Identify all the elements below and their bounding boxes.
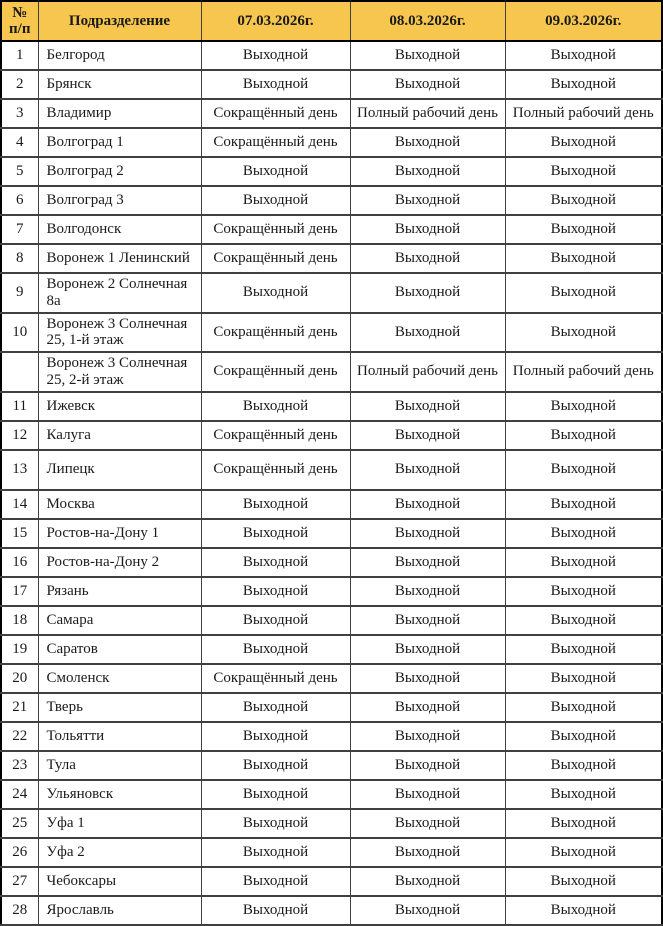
table-row [1,519,662,548]
schedule-cell-day1: Выходной [201,780,350,809]
division-name: Воронеж 1 Ленинский [38,244,201,273]
schedule-cell-day2: Выходной [350,186,505,215]
schedule-cell-day2: Выходной [350,313,505,353]
schedule-cell-day2: Выходной [350,70,505,99]
header-row [1,1,662,41]
schedule-cell-day3: Выходной [505,128,662,157]
table-row [1,664,662,693]
schedule-cell-day1: Выходной [201,519,350,548]
schedule-cell-day1: Сокращённый день [201,313,350,353]
table-row [1,722,662,751]
division-name: Белгород [38,41,201,70]
schedule-cell-day3: Выходной [505,421,662,450]
schedule-cell-day3: Выходной [505,157,662,186]
schedule-cell-day1: Выходной [201,273,350,313]
table-row [1,867,662,896]
schedule-cell-day1: Сокращённый день [201,352,350,392]
row-number: 17 [1,577,38,606]
table-row [1,421,662,450]
schedule-cell-day3: Выходной [505,664,662,693]
schedule-cell-day2: Выходной [350,693,505,722]
schedule-cell-day2: Выходной [350,722,505,751]
row-number: 19 [1,635,38,664]
schedule-cell-day3: Выходной [505,392,662,421]
table-row [1,809,662,838]
table-row [1,450,662,490]
table-row [1,186,662,215]
division-name: Ростов-на-Дону 2 [38,548,201,577]
schedule-cell-day3: Выходной [505,896,662,925]
division-name: Волгоград 3 [38,186,201,215]
schedule-cell-day3: Выходной [505,606,662,635]
schedule-cell-day2: Выходной [350,548,505,577]
schedule-cell-day3: Выходной [505,70,662,99]
row-number: 6 [1,186,38,215]
division-name: Тверь [38,693,201,722]
division-name: Тольятти [38,722,201,751]
row-number: 21 [1,693,38,722]
division-name: Ульяновск [38,780,201,809]
schedule-cell-day2: Выходной [350,838,505,867]
table-row [1,693,662,722]
schedule-cell-day3: Выходной [505,722,662,751]
schedule-cell-day1: Сокращённый день [201,215,350,244]
row-number: 28 [1,896,38,925]
row-number: 26 [1,838,38,867]
schedule-cell-day2: Выходной [350,421,505,450]
schedule-cell-day2: Выходной [350,606,505,635]
schedule-cell-day3: Выходной [505,635,662,664]
row-number: 1 [1,41,38,70]
table-row [1,896,662,925]
col-header-date-3: 09.03.2026г. [505,1,662,41]
schedule-cell-day2: Выходной [350,751,505,780]
schedule-cell-day2: Выходной [350,41,505,70]
schedule-cell-day3: Выходной [505,490,662,519]
row-number: 9 [1,273,38,313]
schedule-cell-day2: Выходной [350,157,505,186]
schedule-cell-day1: Выходной [201,693,350,722]
schedule-cell-day2: Полный рабочий день [350,352,505,392]
schedule-cell-day3: Выходной [505,809,662,838]
table-row [1,352,662,392]
row-number: 24 [1,780,38,809]
row-number: 20 [1,664,38,693]
division-name: Владимир [38,99,201,128]
row-number: 14 [1,490,38,519]
schedule-cell-day1: Выходной [201,41,350,70]
schedule-cell-day1: Выходной [201,635,350,664]
row-number: 23 [1,751,38,780]
table-row [1,548,662,577]
schedule-cell-day1: Сокращённый день [201,244,350,273]
schedule-cell-day3: Выходной [505,41,662,70]
table-row [1,490,662,519]
division-name: Калуга [38,421,201,450]
table-row [1,838,662,867]
table-row [1,41,662,70]
schedule-cell-day2: Выходной [350,215,505,244]
schedule-cell-day1: Выходной [201,490,350,519]
table-row [1,99,662,128]
table-row [1,577,662,606]
row-number [1,352,38,392]
schedule-cell-day3: Выходной [505,838,662,867]
division-name: Липецк [38,450,201,490]
schedule-cell-day3: Выходной [505,215,662,244]
schedule-cell-day3: Полный рабочий день [505,352,662,392]
col-header-division: Подразделение [38,1,201,41]
division-name: Самара [38,606,201,635]
schedule-cell-day1: Сокращённый день [201,128,350,157]
schedule-cell-day3: Выходной [505,244,662,273]
row-number: 10 [1,313,38,353]
schedule-cell-day1: Выходной [201,548,350,577]
row-number: 22 [1,722,38,751]
row-number: 27 [1,867,38,896]
schedule-cell-day1: Сокращённый день [201,421,350,450]
schedule-cell-day2: Выходной [350,128,505,157]
table-row [1,635,662,664]
division-name: Москва [38,490,201,519]
schedule-cell-day2: Выходной [350,450,505,490]
row-number: 5 [1,157,38,186]
division-name: Смоленск [38,664,201,693]
schedule-cell-day1: Выходной [201,867,350,896]
row-number: 16 [1,548,38,577]
schedule-cell-day2: Выходной [350,490,505,519]
col-header-date-2: 08.03.2026г. [350,1,505,41]
schedule-cell-day1: Выходной [201,896,350,925]
schedule-cell-day3: Выходной [505,186,662,215]
schedule-cell-day3: Выходной [505,751,662,780]
table-row [1,273,662,313]
schedule-cell-day1: Выходной [201,186,350,215]
row-number: 15 [1,519,38,548]
schedule-cell-day1: Выходной [201,392,350,421]
schedule-cell-day2: Выходной [350,244,505,273]
row-number: 25 [1,809,38,838]
division-name: Воронеж 3 Солнечная 25, 1-й этаж [38,313,201,353]
col-header-date-1: 07.03.2026г. [201,1,350,41]
row-number: 3 [1,99,38,128]
row-number: 7 [1,215,38,244]
division-name: Воронеж 3 Солнечная 25, 2-й этаж [38,352,201,392]
row-number: 13 [1,450,38,490]
table-row [1,157,662,186]
row-number: 4 [1,128,38,157]
schedule-cell-day1: Выходной [201,722,350,751]
division-name: Рязань [38,577,201,606]
row-number: 18 [1,606,38,635]
schedule-cell-day3: Выходной [505,313,662,353]
schedule-cell-day1: Выходной [201,70,350,99]
schedule-cell-day3: Выходной [505,780,662,809]
schedule-cell-day3: Выходной [505,577,662,606]
table-row [1,751,662,780]
schedule-cell-day3: Выходной [505,693,662,722]
schedule-cell-day2: Выходной [350,273,505,313]
schedule-cell-day2: Выходной [350,392,505,421]
table-row [1,215,662,244]
schedule-cell-day1: Выходной [201,577,350,606]
table-row [1,606,662,635]
division-name: Уфа 1 [38,809,201,838]
schedule-cell-day3: Выходной [505,519,662,548]
division-name: Ярославль [38,896,201,925]
table-row [1,244,662,273]
division-name: Воронеж 2 Солнечная 8а [38,273,201,313]
schedule-cell-day2: Выходной [350,519,505,548]
division-name: Волгодонск [38,215,201,244]
schedule-cell-day1: Выходной [201,157,350,186]
schedule-cell-day1: Сокращённый день [201,664,350,693]
schedule-cell-day2: Выходной [350,896,505,925]
division-name: Ростов-на-Дону 1 [38,519,201,548]
schedule-cell-day3: Полный рабочий день [505,99,662,128]
schedule-cell-day2: Выходной [350,809,505,838]
division-name: Ижевск [38,392,201,421]
schedule-cell-day2: Выходной [350,664,505,693]
schedule-cell-day2: Выходной [350,577,505,606]
col-header-num: № п/п [1,1,38,41]
table-row [1,128,662,157]
division-name: Волгоград 2 [38,157,201,186]
schedule-cell-day1: Выходной [201,606,350,635]
schedule-cell-day2: Полный рабочий день [350,99,505,128]
row-number: 12 [1,421,38,450]
schedule-cell-day3: Выходной [505,867,662,896]
schedule-cell-day1: Выходной [201,751,350,780]
division-name: Тула [38,751,201,780]
division-name: Брянск [38,70,201,99]
table-row [1,70,662,99]
row-number: 11 [1,392,38,421]
schedule-cell-day1: Выходной [201,809,350,838]
table-row [1,313,662,353]
schedule-cell-day2: Выходной [350,867,505,896]
schedule-cell-day3: Выходной [505,548,662,577]
schedule-cell-day1: Сокращённый день [201,450,350,490]
table-row [1,780,662,809]
division-name: Саратов [38,635,201,664]
schedule-cell-day1: Сокращённый день [201,99,350,128]
division-name: Волгоград 1 [38,128,201,157]
schedule-cell-day3: Выходной [505,450,662,490]
schedule-cell-day2: Выходной [350,635,505,664]
row-number: 8 [1,244,38,273]
schedule-cell-day3: Выходной [505,273,662,313]
row-number: 2 [1,70,38,99]
division-name: Чебоксары [38,867,201,896]
table-row [1,392,662,421]
schedule-cell-day2: Выходной [350,780,505,809]
division-name: Уфа 2 [38,838,201,867]
schedule-cell-day1: Выходной [201,838,350,867]
